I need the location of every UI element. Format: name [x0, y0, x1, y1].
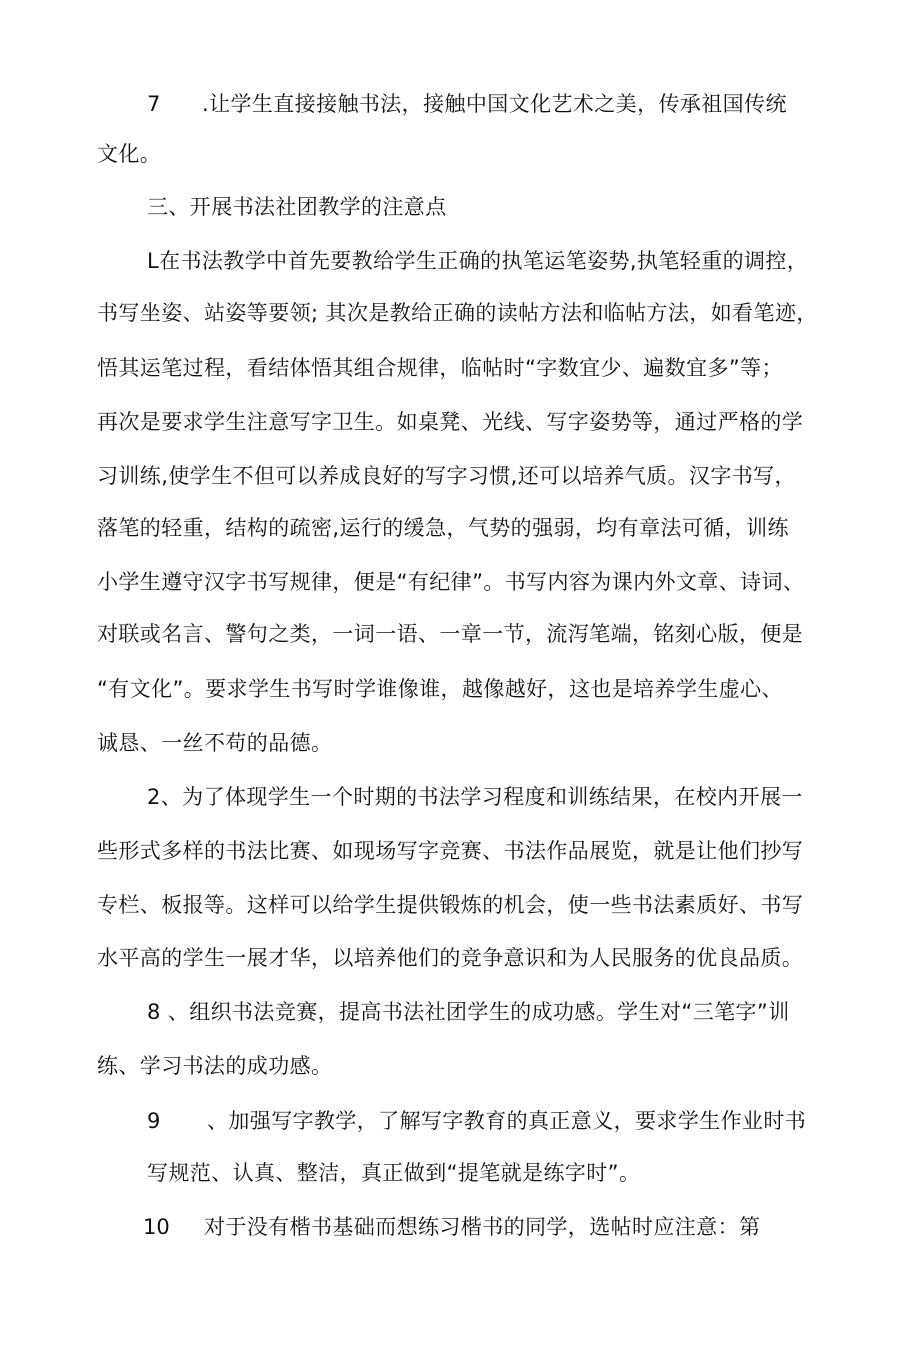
para-2-line-4: 水平高的学生一展才华，以培养他们的竞争意识和为人民服务的优良品质。 — [97, 946, 804, 970]
item-8-line-2: 练、学习书法的成功感。 — [97, 1054, 333, 1078]
para-1-line-3: 悟其运笔过程，看结体悟其组合规律，临帖时“字数宜少、遍数宜多”等； — [97, 356, 783, 380]
item-9-line-1: 、加强写字教学，了解写字教育的真正意义，要求学生作业时书 — [207, 1109, 807, 1133]
para-1-line-7: 小学生遵守汉字书写规律，便是“有纪律”。书写内容为课内外文章、诗词、 — [97, 570, 805, 594]
para-1-line-8: 对联或名言、警句之类，一词一语、一章一节，流泻笔端，铭刻心版，便是 — [97, 622, 804, 646]
item-10-line-1: 对于没有楷书基础而想练习楷书的同学，选帖时应注意：第 — [204, 1215, 761, 1239]
para-2-line-3: 专栏、板报等。这样可以给学生提供锻炼的机会，使一些书法素质好、书写 — [97, 893, 804, 917]
para-2-line-1: 2、为了体现学生一个时期的书法学习程度和训练结果，在校内开展一 — [147, 785, 803, 809]
item-9-number: 9 — [147, 1109, 161, 1133]
para-1-line-2: 书写坐姿、站姿等要领; 其次是教给正确的读帖方法和临帖方法，如看笔迹， — [97, 301, 818, 325]
item-9-line-2: 写规范、认真、整洁，真正做到“提笔就是练字时”。 — [147, 1161, 641, 1185]
para-2-line-2: 些形式多样的书法比赛、如现场写字竞赛、书法作品展览，就是让他们抄写 — [97, 839, 804, 863]
item-7-number: 7 — [147, 92, 161, 116]
item-8-line-1: 8 、组织书法竞赛，提高书法社团学生的成功感。学生对“三笔字”训 — [147, 1000, 790, 1024]
section-heading: 三、开展书法社团教学的注意点 — [147, 195, 447, 219]
item-7-line-2: 文化。 — [97, 142, 162, 166]
para-1-line-9: “有文化”。要求学生书写时学谁像谁，越像越好，这也是培养学生虚心、 — [97, 677, 783, 701]
para-1-line-5: 习训练,使学生不但可以养成良好的写字习惯,还可以培养气质。汉字书写， — [97, 464, 796, 488]
item-7-line-1: .让学生直接接触书法，接触中国文化艺术之美，传承祖国传统 — [202, 92, 787, 116]
para-1-line-10: 诚恳、一丝不苟的品德。 — [97, 731, 333, 755]
para-1-line-4: 再次是要求学生注意写字卫生。如桌凳、光线、写字姿势等，通过严格的学 — [97, 410, 804, 434]
para-1-line-6: 落笔的轻重，结构的疏密,运行的缓急，气势的强弱，均有章法可循，训练 — [97, 516, 789, 540]
para-1-line-1: L在书法教学中首先要教给学生正确的执笔运笔姿势,执笔轻重的调控， — [147, 249, 809, 273]
item-10-number: 10 — [143, 1215, 170, 1239]
